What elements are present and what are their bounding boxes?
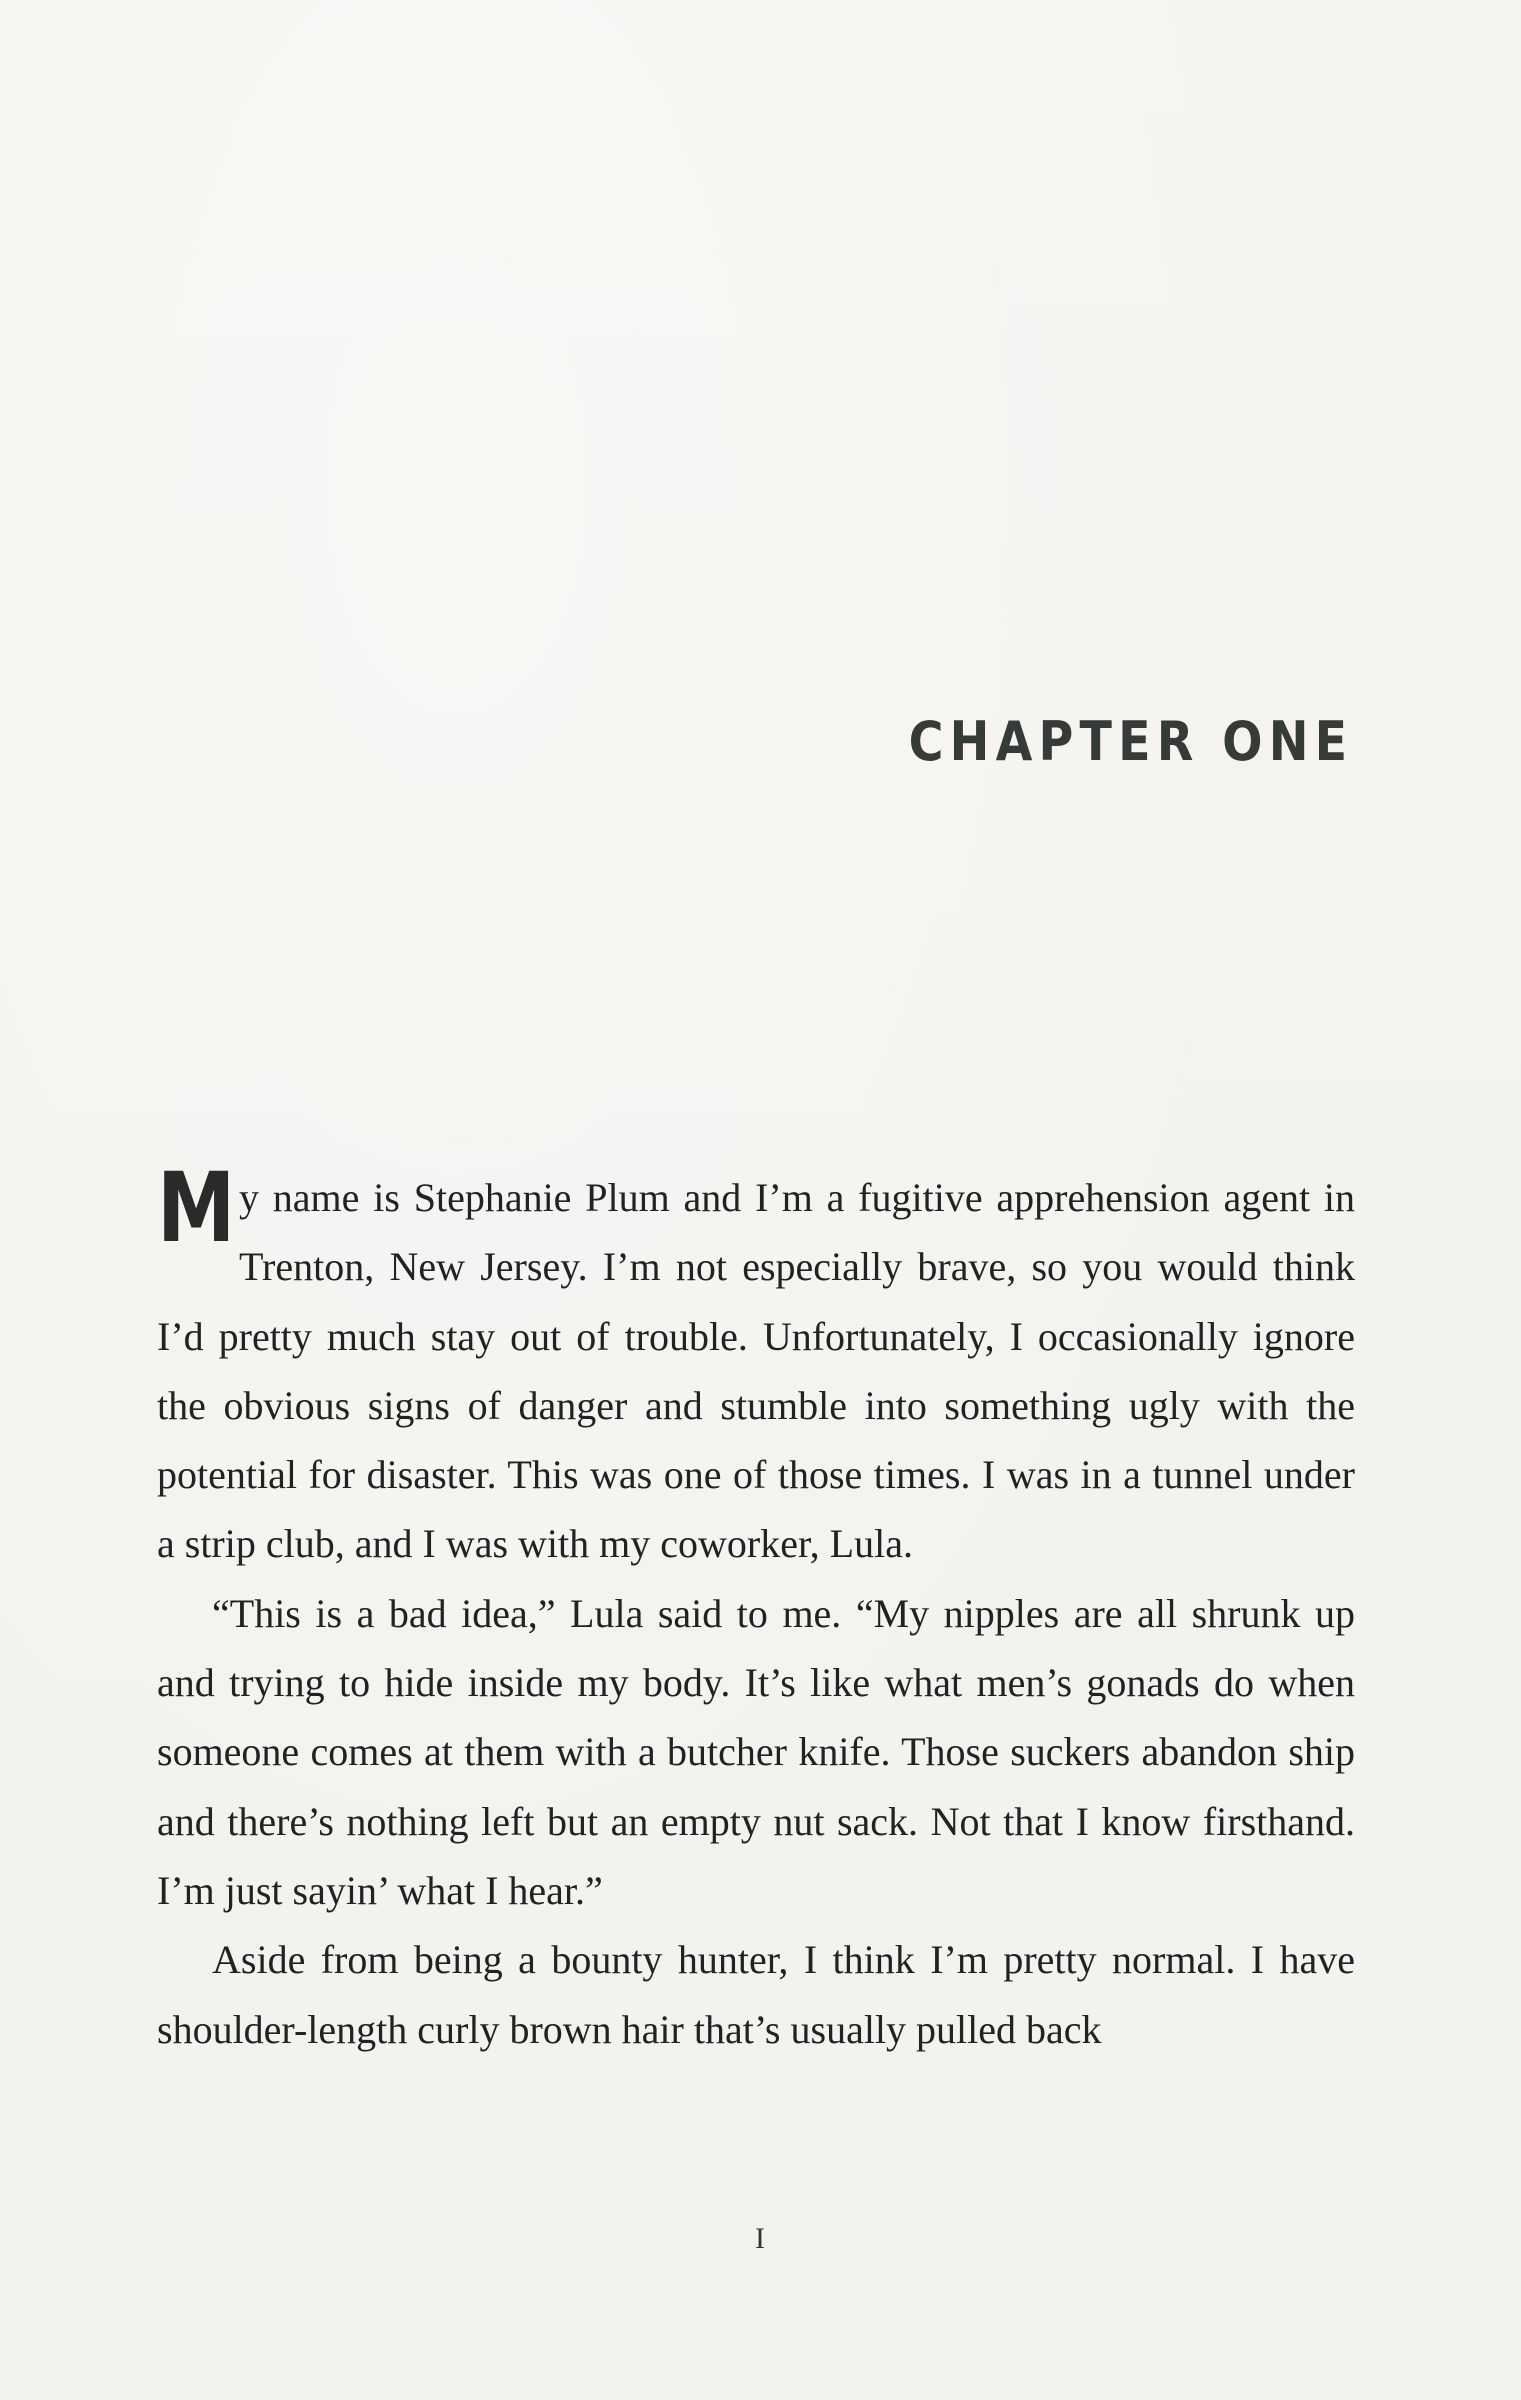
paragraph-1-text: y name is Stephanie Plum and I’m a fugitive apprehension agent in Trenton, New Jersey. I’m not especially brave, so you would think I’d pretty much stay out of trouble. Unfortunately, I occasionally ignore the obvious signs of danger and stumble into something ugly with the potential for disaster. This was one of those times. I was in a tunnel under a strip club, and I was with my coworker, Lula. <box>157 1175 1355 1567</box>
paragraph-2: “This is a bad idea,” Lula said to me. “My nipples are all shrunk up and trying to hide inside my body. It’s like what men’s gonads do when someone comes at them with a butcher knife. Those suckers abandon ship and there’s nothing left but an empty nut sack. Not that I know firsthand. I’m just sayin’ what I hear.” <box>157 1590 1355 1913</box>
page-number: I <box>755 2222 766 2255</box>
paragraph-3: Aside from being a bounty hunter, I think I’m pretty normal. I have shoulder-length curly brown hair that’s usually pulled back <box>157 1937 1355 2052</box>
paragraph-1 <box>157 1152 1355 1579</box>
drop-cap: M <box>157 1152 236 1264</box>
body-text <box>157 1152 1355 2064</box>
chapter-title: CHAPTER ONE <box>908 710 1353 773</box>
